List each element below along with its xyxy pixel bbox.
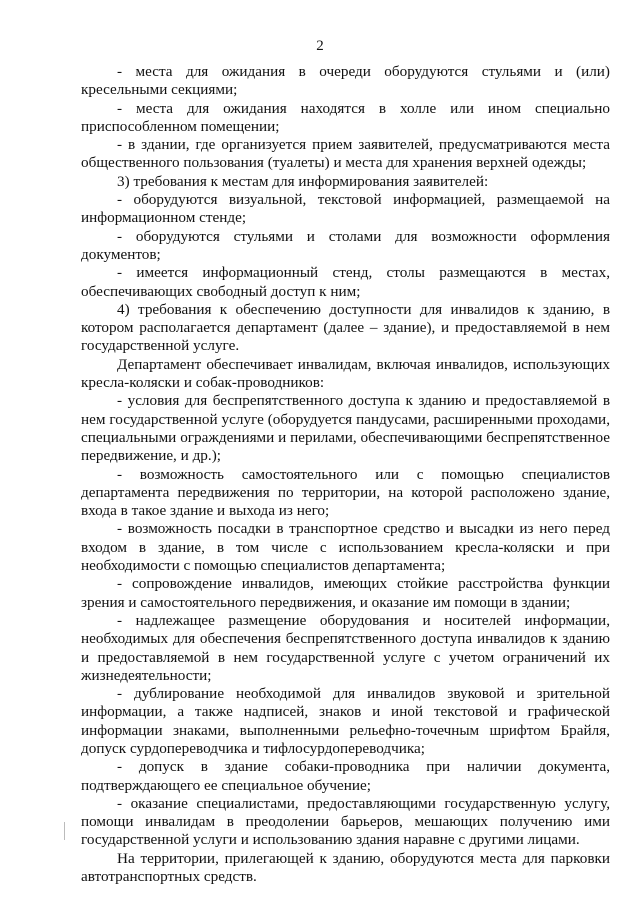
- paragraph: 3) требования к местам для информирования заявителей:: [117, 172, 489, 190]
- paragraph: - условия для беспрепятственного доступа к зданию и предоставляемой в нем государственной услуге (оборудуется пандусами, расширенными проходами, специальными ограждениями и перилами, обеспечивающими беспрепятственное передвижение, и др.);: [81, 392, 610, 465]
- paragraph: На территории, прилегающей к зданию, оборудуются места для парковки автотранспортных средств.: [81, 849, 610, 886]
- paragraph: - оказание специалистами, предоставляющими государственную услугу, помощи инвалидам в преодолении барьеров, мешающих получению ими государственной услуги и использованию здания наравне с другими лицами.: [81, 794, 610, 849]
- paragraph: - надлежащее размещение оборудования и носителей информации, необходимых для обеспечения беспрепятственного доступа инвалидов к зданию и предоставляемой в нем государственной услуге с учетом ограничений их жизнедеятельности;: [81, 611, 610, 684]
- paragraph: - места для ожидания находятся в холле или ином специально приспособленном помещении;: [81, 99, 610, 135]
- paragraph: Департамент обеспечивает инвалидам, включая инвалидов, использующих кресла-коляски и собак-проводников:: [81, 355, 610, 392]
- paragraph: - возможность посадки в транспортное средство и высадки из него перед входом в здание, в том числе с использованием кресла-коляски и при необходимости с помощью специалистов департамента;: [81, 520, 610, 575]
- paragraph: - места для ожидания в очереди оборудуются стульями и (или) кресельными секциями;: [81, 63, 610, 99]
- paragraph: - оборудуются визуальной, текстовой информацией, размещаемой на информационном стенде;: [81, 191, 610, 227]
- scan-margin-mark: [64, 822, 65, 840]
- paragraph: - имеется информационный стенд, столы размещаются в местах, обеспечивающих свободный доступ к ним;: [81, 264, 610, 300]
- paragraph: - оборудуются стульями и столами для возможности оформления документов;: [81, 227, 610, 263]
- paragraph: - в здании, где организуется прием заявителей, предусматриваются места общественного пользования (туалеты) и места для хранения верхней одежды;: [81, 136, 610, 172]
- paragraph: 4) требования к обеспечению доступности для инвалидов к зданию, в котором располагается департамент (далее – здание), и предоставляемой в нем государственной услуге.: [81, 300, 610, 355]
- document-body: [81, 63, 610, 886]
- page-number: 2: [316, 38, 324, 54]
- paragraph: - возможность самостоятельного или с помощью специалистов департамента передвижения по территории, на которой расположено здание, входа в такое здание и выхода из него;: [81, 465, 610, 520]
- paragraph: - допуск в здание собаки-проводника при наличии документа, подтверждающего ее специальное обучение;: [81, 758, 610, 794]
- paragraph: - дублирование необходимой для инвалидов звуковой и зрительной информации, а также надписей, знаков и иной текстовой и графической информации знаками, выполненными рельефно-точечным шрифтом Брайля, допуск сурдопереводчика и тифлосурдопереводчика;: [81, 685, 610, 757]
- paragraph: - сопровождение инвалидов, имеющих стойкие расстройства функции зрения и самостоятельного передвижения, и оказание им помощи в здании;: [81, 575, 610, 611]
